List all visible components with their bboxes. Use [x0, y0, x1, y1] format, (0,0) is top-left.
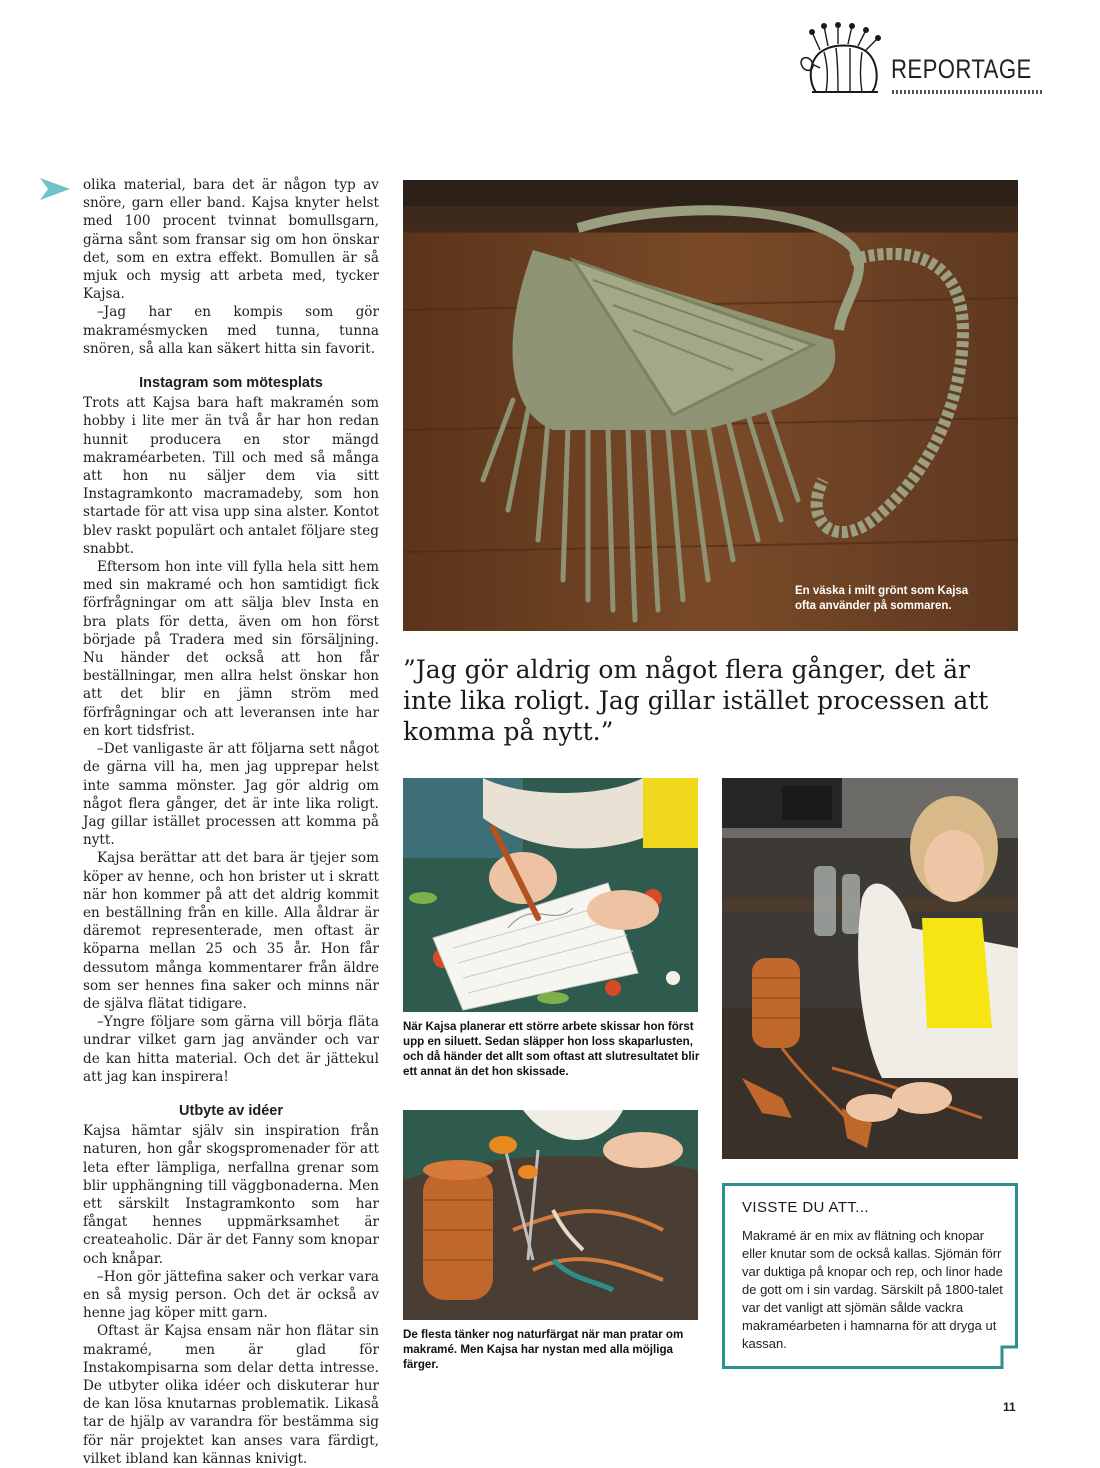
- pincushion-icon: [798, 22, 884, 96]
- article-paragraph: –Det vanligaste är att följarna sett något de gärna vill ha, men jag upprepar helst inte samma mönster. Jag gör aldrig om något flera gånger, det är inte lika roligt. Jag gillar istället processen att komma på nytt.: [83, 741, 379, 849]
- macrame-bag-photo: [403, 180, 1018, 631]
- sketching-notebook-photo: [403, 778, 698, 1012]
- article-paragraph: –Jag har en kompis som gör makramésmycken med tunna, tunna snören, så alla kan säkert hitta sin favorit.: [83, 304, 379, 357]
- fact-box: [722, 1183, 1018, 1369]
- section-label: REPORTAGE: [891, 54, 1032, 84]
- scissors-caption: De flesta tänker nog naturfärgat när man pratar om makramé. Men Kajsa har nystan med alla möjliga färger.: [403, 1328, 684, 1371]
- pull-quote: ”Jag gör aldrig om något flera gånger, det är inte lika roligt. Jag gillar istället processen att komma på nytt.”: [403, 655, 989, 746]
- notebook-caption: När Kajsa planerar ett större arbete skissar hon först upp en siluett. Sedan släpper hon loss skaparlusten, och då händer det allt som oftast att slutresultatet blir ett annat än det hon skissade.: [403, 1020, 700, 1078]
- subheading: Utbyte av idéer: [179, 1102, 283, 1119]
- continuation-arrow-icon: [38, 176, 72, 202]
- article-paragraph: Eftersom hon inte vill fylla hela sitt hem med sin makramé och hon samtidigt fick förfrågningar om att sälja blev Insta en bra plats för detta, även om hon först började på Tradera med sin försäljning. Nu händer det också att hon får beställningar, men allra helst önskar hon att det blir en jämn ström med förfrågningar och att leveransen inte har en kort tidsfrist.: [83, 559, 379, 739]
- article-paragraph: Oftast är Kajsa ensam när hon flätar sin makramé, men är glad för Instakompisarna som delar detta intresse. De utbyter olika idéer och diskuterar hur de kan lösa knutarnas problematik. Likaså tar de hjälp av varandra för bestämma sig för när projektet kan anses vara färdigt, vilket ibland kan kännas knivigt.: [83, 1323, 379, 1467]
- bag-caption: En väska i milt grönt som Kajsa ofta använder på sommaren.: [795, 585, 969, 612]
- fact-box-title: VISSTE DU ATT...: [742, 1199, 869, 1216]
- article-paragraph: –Yngre följare som gärna vill börja fläta undrar vilket garn jag använder och var de kan hitta material. Och det är jättekul att jag kan inspirera!: [83, 1014, 379, 1085]
- subheading: Instagram som mötesplats: [139, 375, 323, 392]
- kajsa-knotting-photo: [722, 778, 1018, 1159]
- yarn-scissors-photo: [403, 1110, 698, 1320]
- article-paragraph: olika material, bara det är någon typ av snöre, garn eller band. Kajsa knyter helst med 100 procent tvinnat bomullsgarn, gärna sånt som fransar sig om hon önskar det, som en extra effekt. Bomullen är så mjuk och mysig att arbeta med, tycker Kajsa.: [83, 177, 379, 303]
- article-paragraph: Kajsa berättar att det bara är tjejer som köper av henne, och hon brister ut i skratt när hon kommer på att det aldrig kommit en beställning från en kille. Alla åldrar är däremot representerade, men oftast är köparna mellan 25 och 35 år. Hon får dessutom många kommentarer från äldre som ser hennes fina saker och minns när de själva flätat tidigare.: [83, 850, 379, 1012]
- article-paragraph: Trots att Kajsa bara haft makramén som hobby i lite mer än två år har hon redan hunnit producera en stor mängd makraméarbeten. Till och med så många att hon nu säljer dem via sitt Instagramkonto macramadeby, som hon startade för att visa upp sina alster. Kontot blev raskt populärt och antalet följare steg snabbt.: [83, 395, 379, 557]
- section-rule: [892, 90, 1044, 94]
- article-column: [83, 176, 379, 1468]
- page-number: 11: [1003, 1400, 1016, 1414]
- article-paragraph: –Hon gör jättefina saker och verkar vara en så mysig person. Och det är också av henne jag köper mitt garn.: [83, 1268, 379, 1322]
- fact-box-body: Makramé är en mix av flätning och knopar eller knutar som de också kallas. Sjömän förr var duktiga på knopar och rep, och linor hade de gott om i sin vardag. Särskilt på 1800-talet var det vanligt att sjömän sålde vackra makraméarbeten i hamnarna för att dryga ut kassan.: [742, 1228, 1003, 1351]
- article-paragraph: Kajsa hämtar själv sin inspiration från naturen, hon går skogspromenader för att leta efter lämpliga, nerfallna grenar som blir upphängning till väggbonaderna. Men ett särskilt Instagramkonto som har fångat hennes uppmärksamhet är createaholic. Där är det Fanny som knopar och knåpar.: [83, 1123, 380, 1267]
